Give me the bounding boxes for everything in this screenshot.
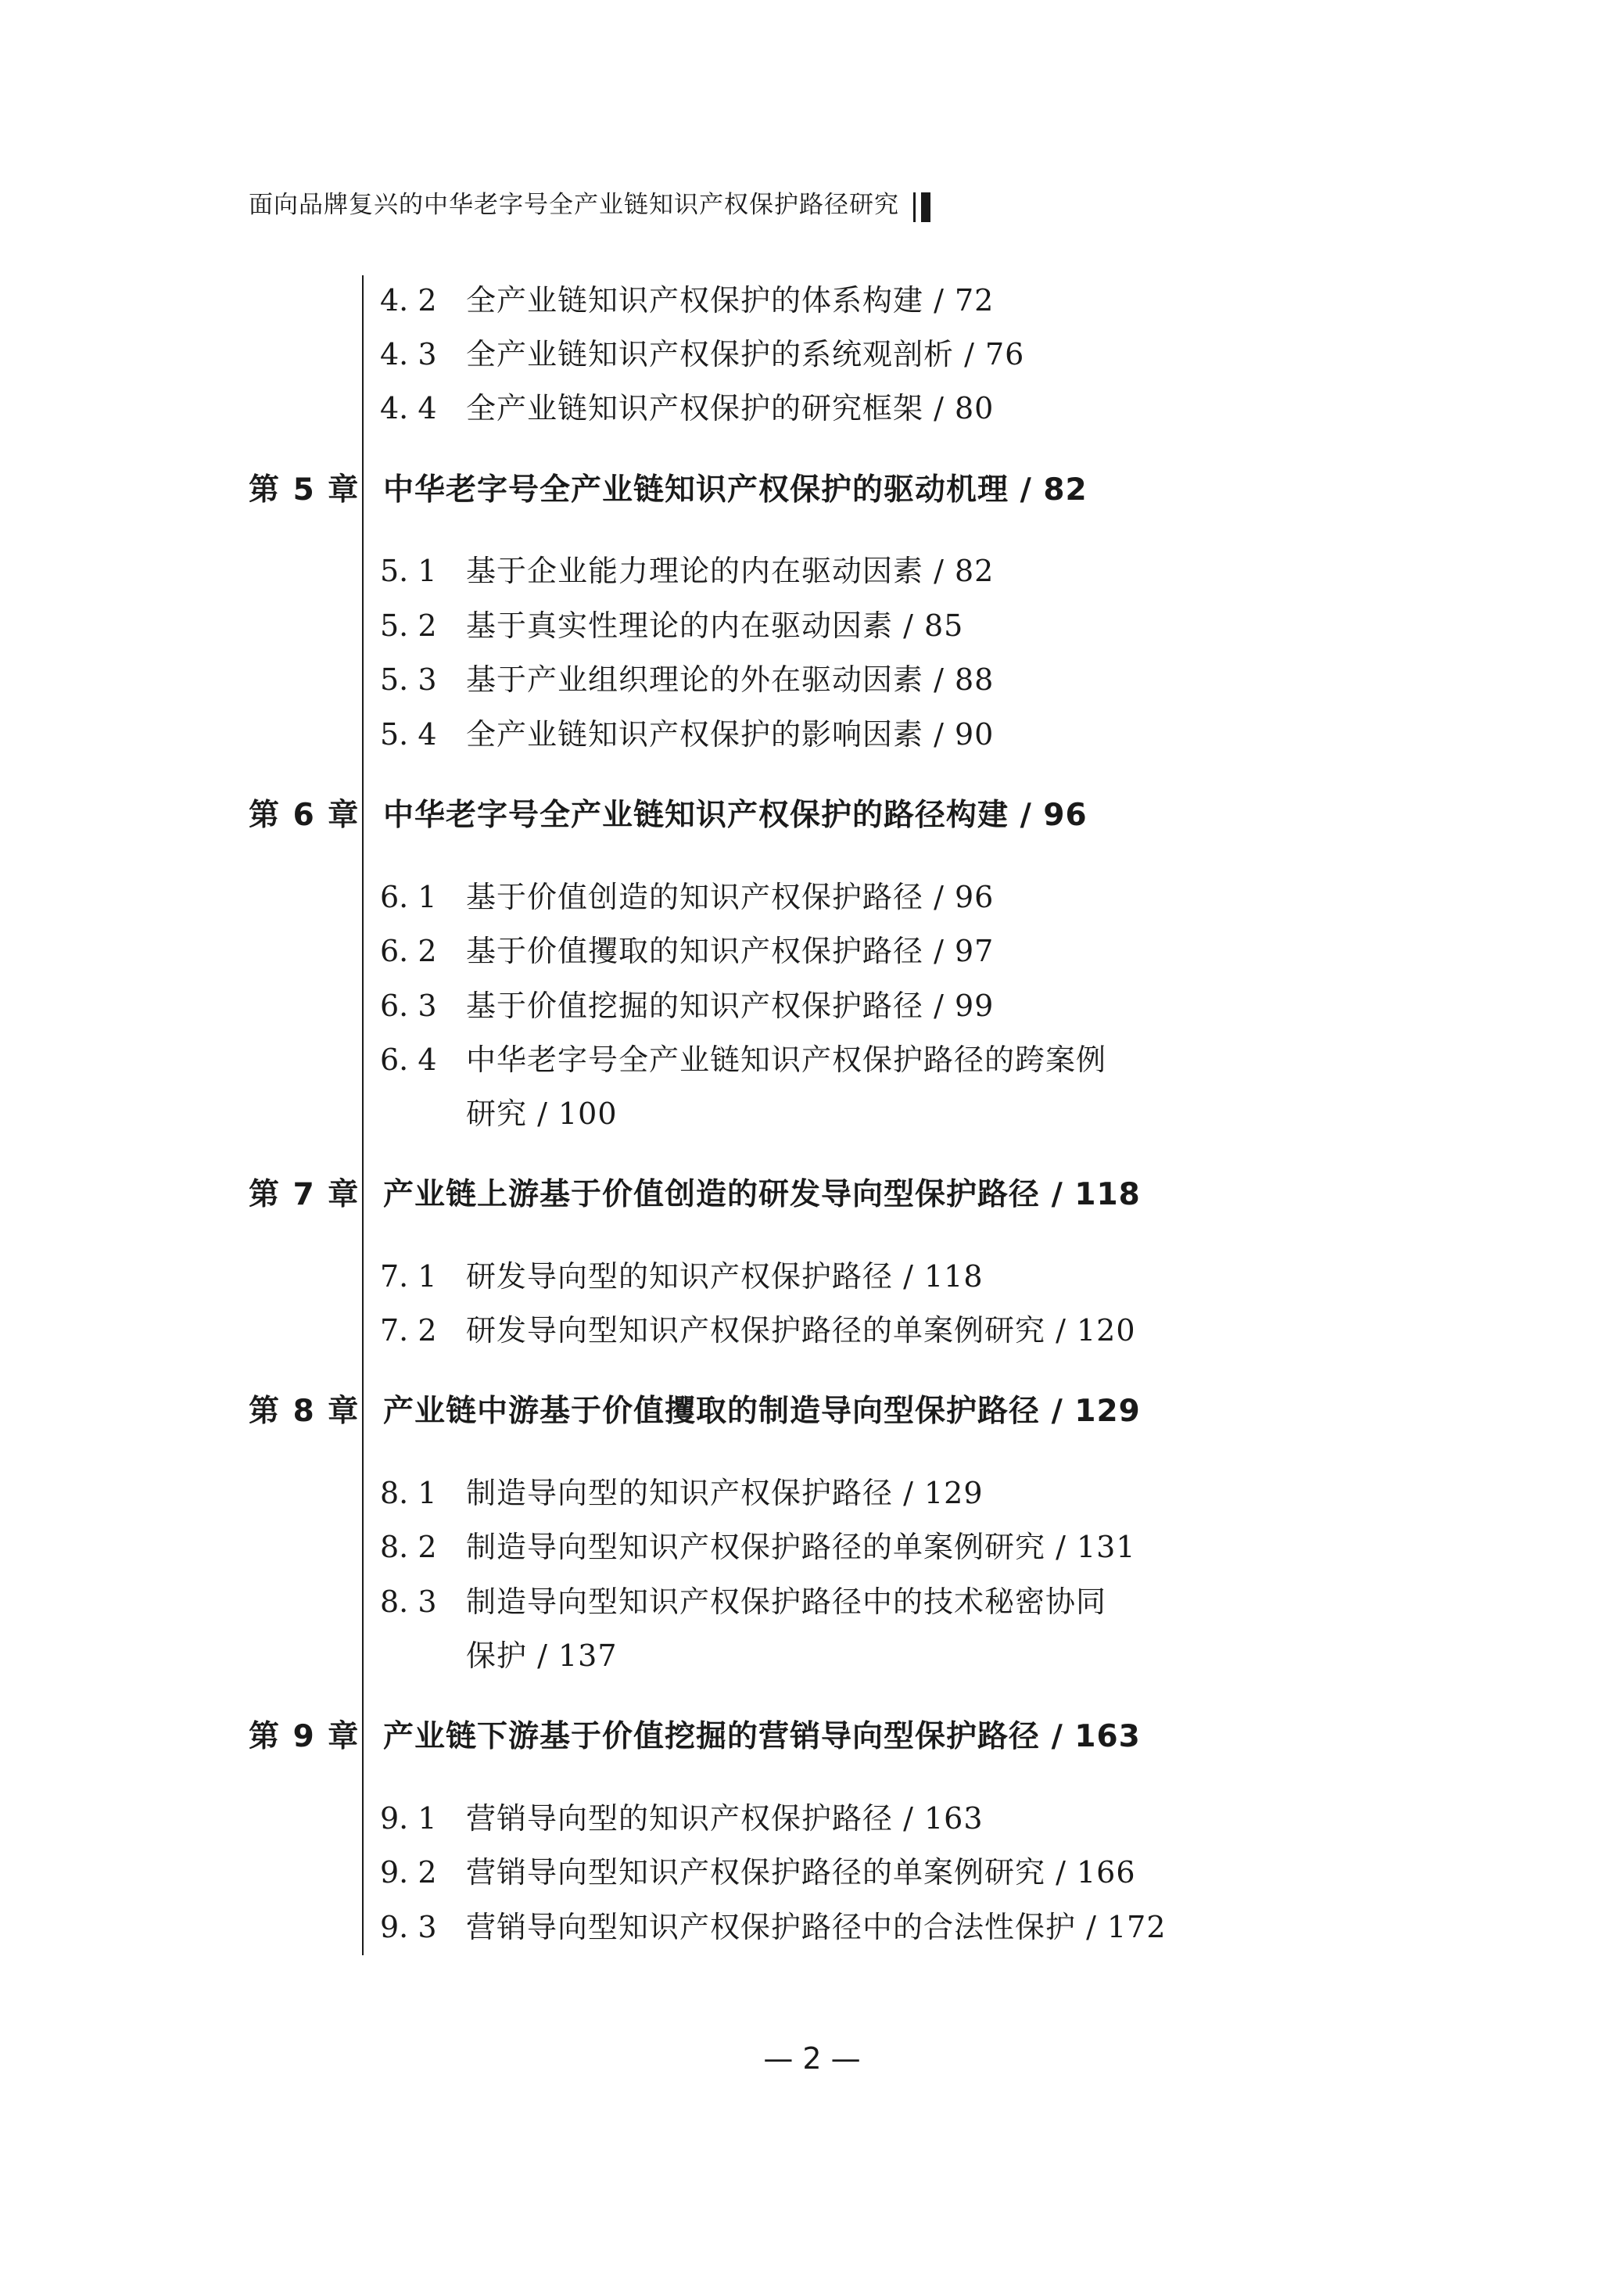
section-number: 7. 1 <box>380 1259 437 1294</box>
toc-entry-7-2[interactable] <box>0 1303 1624 1358</box>
chapter-title: 中华老字号全产业链知识产权保护的驱动机理 / 82 <box>383 472 1088 508</box>
section-title: 全产业链知识产权保护的影响因素 / 90 <box>466 717 995 752</box>
toc-entry-6-1[interactable] <box>0 870 1624 924</box>
toc-entry-5-1[interactable] <box>0 544 1624 598</box>
section-title: 营销导向型知识产权保护路径的单案例研究 / 166 <box>466 1855 1136 1890</box>
chapter-label: 第 8 章 <box>249 1394 360 1429</box>
section-number: 8. 3 <box>380 1585 437 1619</box>
section-number: 8. 1 <box>380 1476 437 1510</box>
toc-entry-6-3[interactable] <box>0 978 1624 1033</box>
section-number: 5. 3 <box>380 662 437 697</box>
toc-entry-8-2[interactable] <box>0 1520 1624 1574</box>
chapter-title: 产业链上游基于价值创造的研发导向型保护路径 / 118 <box>383 1177 1141 1212</box>
section-number: 7. 2 <box>380 1313 437 1348</box>
chapter-label: 第 9 章 <box>249 1719 360 1754</box>
toc-entry-8-3[interactable] <box>0 1574 1624 1629</box>
toc-chapter-5[interactable] <box>0 463 1624 518</box>
toc-entry-6-4-continuation[interactable] <box>0 1086 1624 1141</box>
section-number: 5. 1 <box>380 554 437 588</box>
section-number: 5. 2 <box>380 608 437 643</box>
toc-chapter-7[interactable] <box>0 1168 1624 1222</box>
toc-entry-4-4[interactable] <box>0 381 1624 436</box>
toc-entry-4-3[interactable] <box>0 327 1624 382</box>
running-header <box>249 181 930 230</box>
section-number: 6. 1 <box>380 880 437 914</box>
section-title: 全产业链知识产权保护的研究框架 / 80 <box>466 391 995 425</box>
section-title: 基于价值创造的知识产权保护路径 / 96 <box>466 880 995 914</box>
toc-entry-4-2[interactable] <box>0 273 1624 328</box>
toc-entry-8-1[interactable] <box>0 1466 1624 1520</box>
toc-entry-6-2[interactable] <box>0 924 1624 978</box>
section-title: 基于价值攫取的知识产权保护路径 / 97 <box>466 934 995 968</box>
toc-chapter-8[interactable] <box>0 1384 1624 1439</box>
section-title: 营销导向型知识产权保护路径中的合法性保护 / 172 <box>466 1910 1167 1944</box>
toc-entry-8-3-continuation[interactable] <box>0 1628 1624 1683</box>
chapter-title: 产业链下游基于价值挖掘的营销导向型保护路径 / 163 <box>383 1719 1141 1754</box>
chapter-label: 第 6 章 <box>249 798 360 833</box>
toc-chapter-9[interactable] <box>0 1710 1624 1764</box>
section-title: 基于真实性理论的内在驱动因素 / 85 <box>466 608 964 643</box>
section-number: 4. 4 <box>380 391 437 425</box>
section-number: 8. 2 <box>380 1530 437 1564</box>
toc-entry-9-3[interactable] <box>0 1900 1624 1954</box>
section-title: 制造导向型知识产权保护路径的单案例研究 / 131 <box>466 1530 1136 1564</box>
section-title: 中华老字号全产业链知识产权保护路径的跨案例 <box>466 1043 1107 1077</box>
section-number: 9. 3 <box>380 1910 437 1944</box>
header-marker <box>913 183 930 230</box>
section-title: 制造导向型知识产权保护路径中的技术秘密协同 <box>466 1585 1107 1619</box>
section-number: 6. 2 <box>380 934 437 968</box>
section-number: 9. 2 <box>380 1855 437 1890</box>
book-title: 面向品牌复兴的中华老字号全产业链知识产权保护路径研究 <box>249 191 899 219</box>
page-number: — 2 — <box>763 2041 861 2076</box>
section-title: 营销导向型的知识产权保护路径 / 163 <box>466 1801 984 1836</box>
toc-entry-9-1[interactable] <box>0 1791 1624 1846</box>
section-number: 9. 1 <box>380 1801 437 1836</box>
section-title-continuation: 保护 / 137 <box>466 1638 618 1673</box>
toc-entry-6-4[interactable] <box>0 1032 1624 1087</box>
section-number: 6. 4 <box>380 1043 437 1077</box>
section-title-continuation: 研究 / 100 <box>466 1097 618 1131</box>
section-title: 全产业链知识产权保护的系统观剖析 / 76 <box>466 337 1025 371</box>
section-title: 研发导向型知识产权保护路径的单案例研究 / 120 <box>466 1313 1136 1348</box>
section-number: 4. 3 <box>380 337 437 371</box>
toc-entry-5-3[interactable] <box>0 652 1624 707</box>
toc-entry-5-2[interactable] <box>0 598 1624 653</box>
section-title: 研发导向型的知识产权保护路径 / 118 <box>466 1259 984 1294</box>
toc-entry-7-1[interactable] <box>0 1249 1624 1304</box>
toc-entry-9-2[interactable] <box>0 1845 1624 1900</box>
section-title: 基于企业能力理论的内在驱动因素 / 82 <box>466 554 995 588</box>
chapter-label: 第 5 章 <box>249 472 360 508</box>
section-title: 基于价值挖掘的知识产权保护路径 / 99 <box>466 989 995 1023</box>
section-title: 制造导向型的知识产权保护路径 / 129 <box>466 1476 984 1510</box>
section-title: 全产业链知识产权保护的体系构建 / 72 <box>466 283 995 318</box>
section-title: 基于产业组织理论的外在驱动因素 / 88 <box>466 662 995 697</box>
chapter-title: 中华老字号全产业链知识产权保护的路径构建 / 96 <box>383 798 1088 833</box>
section-number: 5. 4 <box>380 717 437 752</box>
toc-entry-5-4[interactable] <box>0 707 1624 762</box>
toc-chapter-6[interactable] <box>0 788 1624 843</box>
section-number: 4. 2 <box>380 283 437 318</box>
chapter-title: 产业链中游基于价值攫取的制造导向型保护路径 / 129 <box>383 1394 1141 1429</box>
section-number: 6. 3 <box>380 989 437 1023</box>
chapter-label: 第 7 章 <box>249 1177 360 1212</box>
